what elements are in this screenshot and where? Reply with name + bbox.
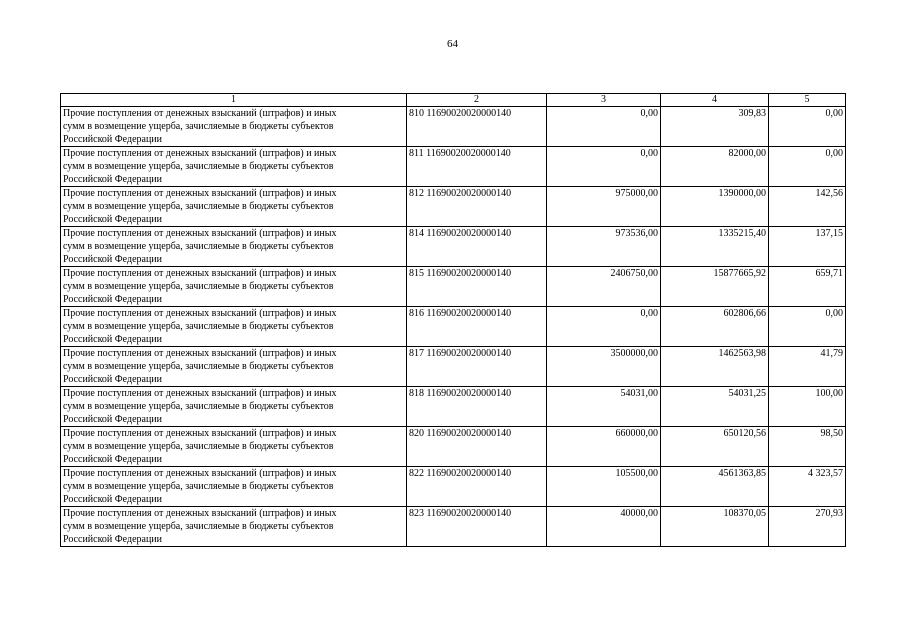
table-row [61, 427, 846, 467]
actual-amount-cell: 1462563,98 [661, 347, 769, 387]
revenue-name-cell [61, 147, 407, 187]
revenue-name-line: Прочие поступления от денежных взысканий (штрафов) и иных [63, 268, 337, 279]
revenue-name-cell [61, 307, 407, 347]
actual-amount-cell: 54031,25 [661, 387, 769, 427]
table-body [61, 107, 846, 547]
revenue-name-line: Прочие поступления от денежных взысканий (штрафов) и иных [63, 108, 337, 119]
execution-percent-cell: 98,50 [769, 427, 846, 467]
budget-code-cell: 812 11690020020000140 [407, 187, 547, 227]
planned-amount-cell: 54031,00 [547, 387, 661, 427]
budget-code-cell: 822 11690020020000140 [407, 467, 547, 507]
revenue-name-line: сумм в возмещение ущерба, зачисляемые в бюджеты субъектов [63, 241, 334, 252]
planned-amount-cell: 0,00 [547, 107, 661, 147]
budget-code-cell: 815 11690020020000140 [407, 267, 547, 307]
table-row [61, 387, 846, 427]
table-row [61, 267, 846, 307]
revenue-name-line: сумм в возмещение ущерба, зачисляемые в бюджеты субъектов [63, 481, 334, 492]
revenue-name-line: Российской Федерации [63, 494, 163, 505]
revenue-name-cell [61, 107, 407, 147]
budget-code-cell: 816 11690020020000140 [407, 307, 547, 347]
planned-amount-cell: 0,00 [547, 307, 661, 347]
column-header-3: 3 [547, 94, 661, 107]
revenue-name-line: Прочие поступления от денежных взысканий (штрафов) и иных [63, 148, 337, 159]
budget-code-cell: 811 11690020020000140 [407, 147, 547, 187]
execution-percent-cell: 137,15 [769, 227, 846, 267]
actual-amount-cell: 4561363,85 [661, 467, 769, 507]
execution-percent-cell: 142,56 [769, 187, 846, 227]
budget-code-cell: 817 11690020020000140 [407, 347, 547, 387]
planned-amount-cell: 660000,00 [547, 427, 661, 467]
revenue-name-line: Российской Федерации [63, 294, 163, 305]
table-row [61, 307, 846, 347]
actual-amount-cell: 1335215,40 [661, 227, 769, 267]
revenue-name-line: сумм в возмещение ущерба, зачисляемые в бюджеты субъектов [63, 441, 334, 452]
execution-percent-cell: 100,00 [769, 387, 846, 427]
revenue-name-line: сумм в возмещение ущерба, зачисляемые в бюджеты субъектов [63, 361, 334, 372]
revenue-name-line: Российской Федерации [63, 374, 163, 385]
actual-amount-cell: 602806,66 [661, 307, 769, 347]
revenue-name-line: сумм в возмещение ущерба, зачисляемые в бюджеты субъектов [63, 161, 334, 172]
planned-amount-cell: 973536,00 [547, 227, 661, 267]
budget-code-cell: 814 11690020020000140 [407, 227, 547, 267]
table-row [61, 147, 846, 187]
revenue-name-line: Прочие поступления от денежных взысканий (штрафов) и иных [63, 428, 337, 439]
revenue-name-line: сумм в возмещение ущерба, зачисляемые в бюджеты субъектов [63, 121, 334, 132]
revenue-name-line: Прочие поступления от денежных взысканий (штрафов) и иных [63, 188, 337, 199]
table-row [61, 187, 846, 227]
table-row [61, 467, 846, 507]
budget-code-cell: 823 11690020020000140 [407, 507, 547, 547]
revenue-name-line: сумм в возмещение ущерба, зачисляемые в бюджеты субъектов [63, 321, 334, 332]
column-header-4: 4 [661, 94, 769, 107]
revenue-name-cell [61, 467, 407, 507]
revenue-name-line: Прочие поступления от денежных взысканий (штрафов) и иных [63, 228, 337, 239]
actual-amount-cell: 82000,00 [661, 147, 769, 187]
planned-amount-cell: 0,00 [547, 147, 661, 187]
revenue-name-line: Прочие поступления от денежных взысканий (штрафов) и иных [63, 348, 337, 359]
revenue-name-line: Российской Федерации [63, 174, 163, 185]
revenue-table [60, 93, 846, 547]
actual-amount-cell: 1390000,00 [661, 187, 769, 227]
budget-code-cell: 818 11690020020000140 [407, 387, 547, 427]
execution-percent-cell: 0,00 [769, 307, 846, 347]
execution-percent-cell: 270,93 [769, 507, 846, 547]
revenue-name-line: сумм в возмещение ущерба, зачисляемые в бюджеты субъектов [63, 201, 334, 212]
revenue-name-line: Прочие поступления от денежных взысканий (штрафов) и иных [63, 388, 337, 399]
revenue-name-line: Российской Федерации [63, 454, 163, 465]
page-number: 64 [447, 38, 458, 50]
table-row [61, 227, 846, 267]
revenue-name-line: Российской Федерации [63, 334, 163, 345]
revenue-name-line: Российской Федерации [63, 214, 163, 225]
revenue-name-cell [61, 187, 407, 227]
planned-amount-cell: 40000,00 [547, 507, 661, 547]
revenue-name-line: Прочие поступления от денежных взысканий (штрафов) и иных [63, 308, 337, 319]
table-row [61, 347, 846, 387]
revenue-name-line: Российской Федерации [63, 414, 163, 425]
revenue-name-cell [61, 347, 407, 387]
revenue-name-cell [61, 267, 407, 307]
budget-code-cell: 810 11690020020000140 [407, 107, 547, 147]
actual-amount-cell: 309,83 [661, 107, 769, 147]
table-row [61, 107, 846, 147]
table-header-row [61, 94, 846, 107]
actual-amount-cell: 650120,56 [661, 427, 769, 467]
execution-percent-cell: 41,79 [769, 347, 846, 387]
execution-percent-cell: 0,00 [769, 107, 846, 147]
execution-percent-cell: 0,00 [769, 147, 846, 187]
revenue-name-line: сумм в возмещение ущерба, зачисляемые в бюджеты субъектов [63, 281, 334, 292]
column-header-1: 1 [61, 94, 407, 107]
revenue-name-cell [61, 227, 407, 267]
revenue-name-cell [61, 387, 407, 427]
actual-amount-cell: 15877665,92 [661, 267, 769, 307]
planned-amount-cell: 975000,00 [547, 187, 661, 227]
planned-amount-cell: 2406750,00 [547, 267, 661, 307]
revenue-name-line: сумм в возмещение ущерба, зачисляемые в бюджеты субъектов [63, 521, 334, 532]
table-row [61, 507, 846, 547]
revenue-name-cell [61, 507, 407, 547]
column-header-5: 5 [769, 94, 846, 107]
revenue-name-cell [61, 427, 407, 467]
execution-percent-cell: 659,71 [769, 267, 846, 307]
revenue-name-line: Прочие поступления от денежных взысканий (штрафов) и иных [63, 468, 337, 479]
planned-amount-cell: 105500,00 [547, 467, 661, 507]
budget-code-cell: 820 11690020020000140 [407, 427, 547, 467]
revenue-name-line: Прочие поступления от денежных взысканий (штрафов) и иных [63, 508, 337, 519]
planned-amount-cell: 3500000,00 [547, 347, 661, 387]
execution-percent-cell: 4 323,57 [769, 467, 846, 507]
actual-amount-cell: 108370,05 [661, 507, 769, 547]
column-header-2: 2 [407, 94, 547, 107]
revenue-name-line: Российской Федерации [63, 254, 163, 265]
revenue-name-line: сумм в возмещение ущерба, зачисляемые в бюджеты субъектов [63, 401, 334, 412]
revenue-name-line: Российской Федерации [63, 534, 163, 545]
revenue-name-line: Российской Федерации [63, 134, 163, 145]
